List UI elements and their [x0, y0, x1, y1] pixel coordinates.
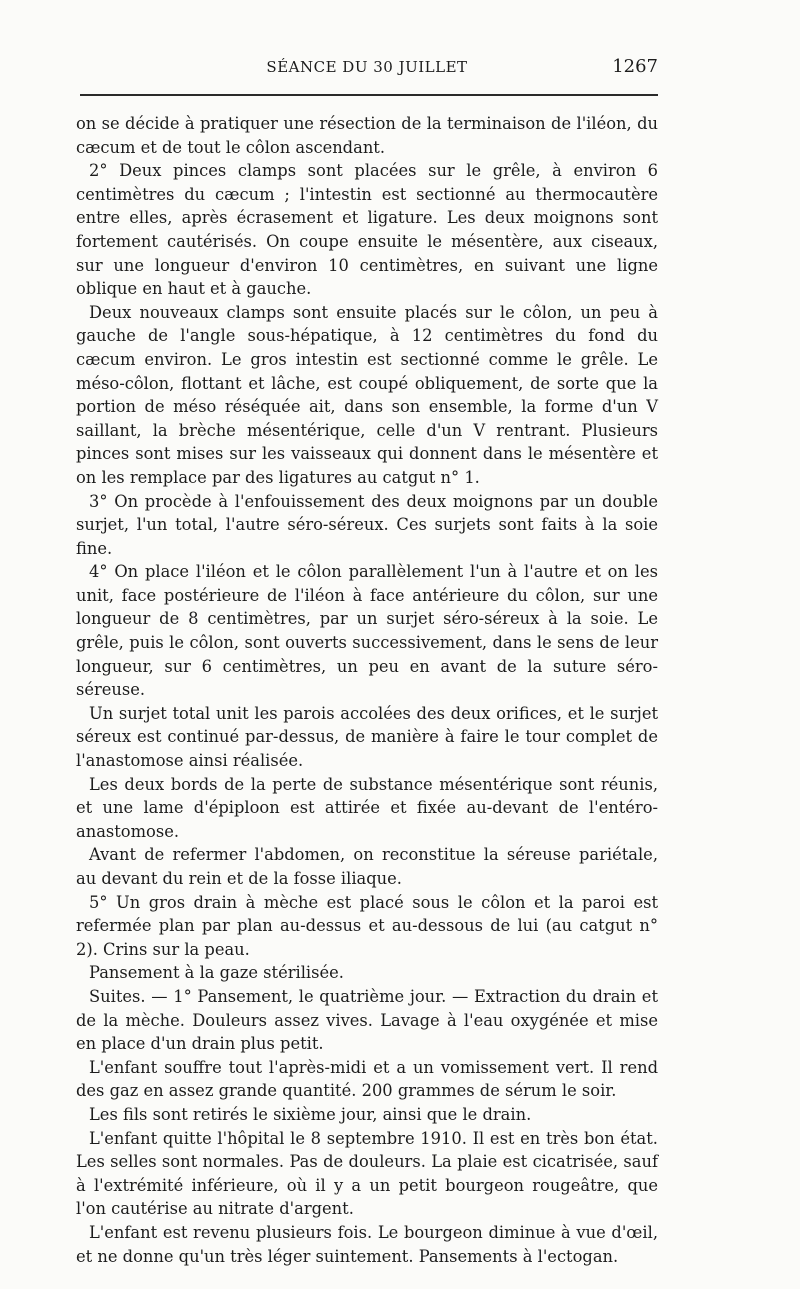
paragraph: Pansement à la gaze stérilisée.	[89, 963, 344, 983]
header-rule	[80, 94, 658, 96]
paragraph: on se décide à pratiquer une résection de la terminaison de l'iléon, du cæcum et de tout le côlon ascendant.	[76, 114, 658, 157]
page-header	[76, 58, 658, 84]
paragraph: 5° Un gros drain à mèche est placé sous le côlon et la paroi est refermée plan par plan au-dessus et au-dessous de lui (au catgut n° 2). Crins sur la peau.	[76, 892, 658, 959]
paragraph: Les fils sont retirés le sixième jour, ainsi que le drain.	[89, 1104, 532, 1124]
paragraph: Deux nouveaux clamps sont ensuite placés sur le côlon, un peu à gauche de l'angle sous-hépatique, à 12 centimètres du fond du cæcum environ. Le gros intestin est sectionné comme le grêle. Le méso-côlon, flottant et lâche, est coupé obliquement, de sorte que la portion de méso réséquée ait, dans son ensemble, la forme d'un V saillant, la brèche mésentérique, celle d'un V rentrant. Plusieurs pinces sont mises sur les vaisseaux qui donnent dans le mésentère et on les remplace par des ligatures au catgut n° 1.	[76, 302, 658, 487]
paragraph-suites: Suites. — 1° Pansement, le quatrième jour. — Extraction du drain et de la mèche. Douleurs assez vives. Lavage à l'eau oxygénée et mise en place d'un drain plus petit.	[76, 986, 658, 1054]
paragraph: Avant de refermer l'abdomen, on reconstitue la séreuse pariétale, au devant du rein et de la fosse iliaque.	[76, 845, 658, 888]
body-text	[76, 112, 658, 1268]
paragraph: 3° On procède à l'enfouissement des deux moignons par un double surjet, l'un total, l'autre séro-séreux. Ces surjets sont faits à la soie fine.	[76, 491, 658, 558]
paragraph: 4° On place l'iléon et le côlon parallèlement l'un à l'autre et on les unit, face postérieure de l'iléon à face antérieure du côlon, sur une longueur de 8 centimètres, par un surjet séro-séreux à la soie. Le grêle, puis le côlon, sont ouverts successivement, dans le sens de leur longueur, sur 6 centimètres, un peu en avant de la suture séro-séreuse.	[76, 562, 658, 700]
paragraph: L'enfant quitte l'hôpital le 8 septembre 1910. Il est en très bon état. Les selles sont normales. Pas de douleurs. La plaie est cicatrisée, sauf à l'extrémité inférieure, où il y a un petit bourgeon rougeâtre, que l'on cautérise au nitrate d'argent.	[76, 1128, 658, 1219]
paragraph: Un surjet total unit les parois accolées des deux orifices, et le surjet séreux est continué par-dessus, de manière à faire le tour complet de l'anastomose ainsi réalisée.	[76, 703, 658, 771]
paragraph: L'enfant souffre tout l'après-midi et a un vomissement vert. Il rend des gaz en assez grande quantité. 200 grammes de sérum le soir.	[76, 1057, 658, 1101]
paragraph: L'enfant est revenu plusieurs fois. Le bourgeon diminue à vue d'œil, et ne donne qu'un très léger suintement. Pansements à l'ectogan.	[76, 1222, 658, 1266]
running-title: SÉANCE DU 30 JUILLET	[266, 58, 468, 76]
paragraph: Les deux bords de la perte de substance mésentérique sont réunis, et une lame d'épiploon est attirée et fixée au-devant de l'entéro-anastomose.	[76, 774, 658, 841]
page-number: 1267	[612, 56, 658, 77]
paragraph: 2° Deux pinces clamps sont placées sur le grêle, à environ 6 centimètres du cæcum ; l'intestin est sectionné au thermocautère entre elles, après écrasement et ligature. Les deux moignons sont fortement cautérisés. On coupe ensuite le mésentère, aux ciseaux, sur une longueur d'environ 10 centimètres, en suivant une ligne oblique en haut et à gauche.	[76, 161, 658, 299]
